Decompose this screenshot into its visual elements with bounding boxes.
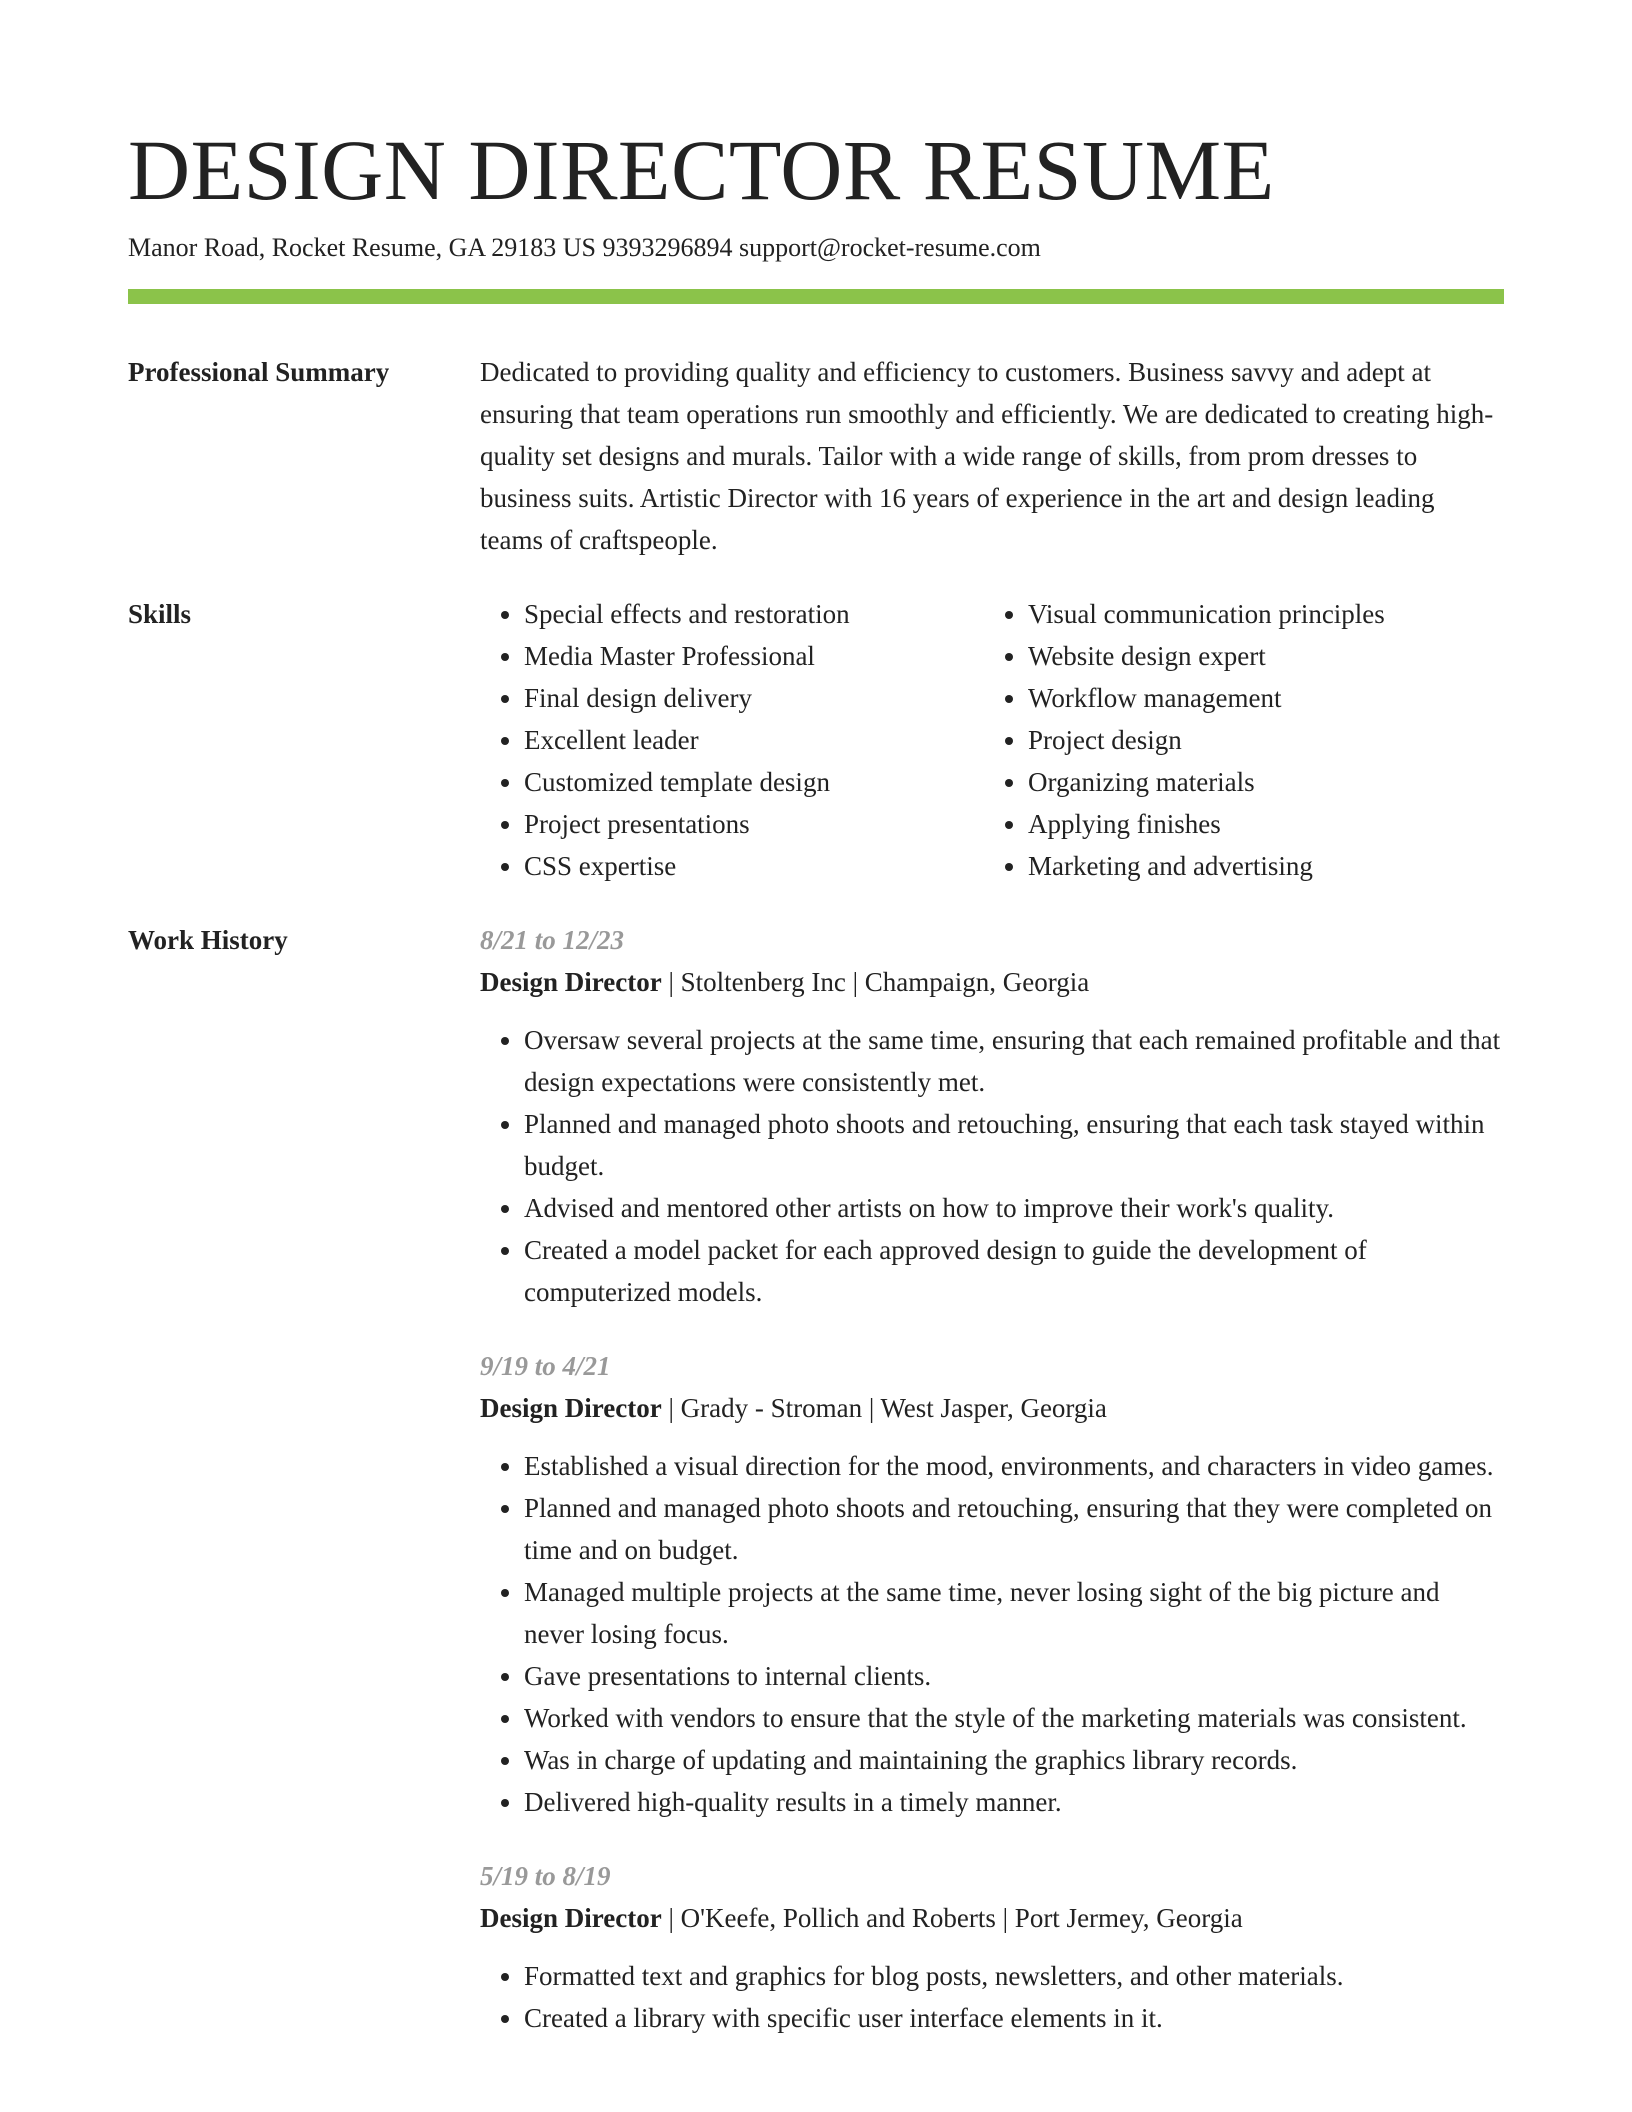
job-duty-item: • Gave presentations to internal clients. (524, 1655, 1504, 1697)
job-heading (480, 1387, 1504, 1429)
skill-item: • Customized template design (524, 761, 984, 803)
job-title: Design Director (480, 1393, 662, 1423)
job-duty-item: • Created a model packet for each approved design to guide the development of computerized models. (524, 1229, 1504, 1313)
job-duty-item: • Delivered high-quality results in a timely manner. (524, 1781, 1504, 1823)
job-duty-item: • Planned and managed photo shoots and retouching, ensuring that each task stayed within budget. (524, 1103, 1504, 1187)
job-duty-item: • Advised and mentored other artists on how to improve their work's quality. (524, 1187, 1504, 1229)
job-dates: 5/19 to 8/19 (480, 1861, 611, 1891)
professional-summary-section (128, 351, 1504, 561)
job-title: Design Director (480, 967, 662, 997)
section-label-summary: Professional Summary (128, 357, 390, 387)
resume-title: DESIGN DIRECTOR RESUME (128, 122, 1275, 218)
skill-item: • Final design delivery (524, 677, 984, 719)
job-title: Design Director (480, 1903, 662, 1933)
job-entry (480, 919, 1504, 1313)
skill-item: • Marketing and advertising (1028, 845, 1488, 887)
skill-item: • Visual communication principles (1028, 593, 1488, 635)
skills-list-right (984, 593, 1488, 887)
summary-text: Dedicated to providing quality and efficiency to customers. Business savvy and adept at ensuring that team operations run smoothly and efficiently. We are dedicated to creating high-quality set designs and murals. Tailor with a wide range of skills, from prom dresses to business suits. Artistic Director with 16 years of experience in the art and design leading teams of craftspeople. (480, 357, 1494, 555)
section-label-skills: Skills (128, 599, 192, 629)
skills-section (128, 593, 1504, 887)
job-duty-item: • Formatted text and graphics for blog posts, newsletters, and other materials. (524, 1955, 1504, 1997)
skill-item: • Project design (1028, 719, 1488, 761)
skill-item: • CSS expertise (524, 845, 984, 887)
job-company-location: | Stoltenberg Inc | Champaign, Georgia (661, 967, 1090, 997)
skills-list-left (480, 593, 984, 887)
skill-item: • Website design expert (1028, 635, 1488, 677)
skill-item: • Project presentations (524, 803, 984, 845)
skill-item: • Special effects and restoration (524, 593, 984, 635)
work-history-section (128, 919, 1504, 2071)
job-duty-item: • Worked with vendors to ensure that the style of the marketing materials was consistent. (524, 1697, 1504, 1739)
job-entry (480, 1855, 1504, 2039)
job-heading (480, 961, 1504, 1003)
section-label-work-history: Work History (128, 925, 288, 955)
job-company-location: | Grady - Stroman | West Jasper, Georgia (661, 1393, 1107, 1423)
skill-item: • Applying finishes (1028, 803, 1488, 845)
accent-divider (128, 289, 1504, 304)
skill-item: • Workflow management (1028, 677, 1488, 719)
job-entry (480, 1345, 1504, 1823)
job-dates: 9/19 to 4/21 (480, 1351, 611, 1381)
skill-item: • Media Master Professional (524, 635, 984, 677)
job-duty-item: • Was in charge of updating and maintaining the graphics library records. (524, 1739, 1504, 1781)
job-duty-item: • Managed multiple projects at the same time, never losing sight of the big picture and never losing focus. (524, 1571, 1504, 1655)
job-duty-item: • Oversaw several projects at the same time, ensuring that each remained profitable and that design expectations were consistently met. (524, 1019, 1504, 1103)
skill-item: • Organizing materials (1028, 761, 1488, 803)
resume-page (128, 120, 1504, 2071)
job-duty-item: • Established a visual direction for the mood, environments, and characters in video games. (524, 1445, 1504, 1487)
job-dates: 8/21 to 12/23 (480, 925, 625, 955)
job-duties-list (480, 1445, 1504, 1823)
contact-line: Manor Road, Rocket Resume, GA 29183 US 9393296894 support@rocket-resume.com (128, 233, 1041, 262)
job-duties-list (480, 1019, 1504, 1313)
job-duties-list (480, 1955, 1504, 2039)
work-history-body (480, 919, 1504, 2071)
job-heading (480, 1897, 1504, 1939)
skill-item: • Excellent leader (524, 719, 984, 761)
job-duty-item: • Planned and managed photo shoots and retouching, ensuring that they were completed on time and on budget. (524, 1487, 1504, 1571)
job-duty-item: • Created a library with specific user interface elements in it. (524, 1997, 1504, 2039)
job-company-location: | O'Keefe, Pollich and Roberts | Port Jermey, Georgia (661, 1903, 1243, 1933)
skills-columns (480, 593, 1504, 887)
